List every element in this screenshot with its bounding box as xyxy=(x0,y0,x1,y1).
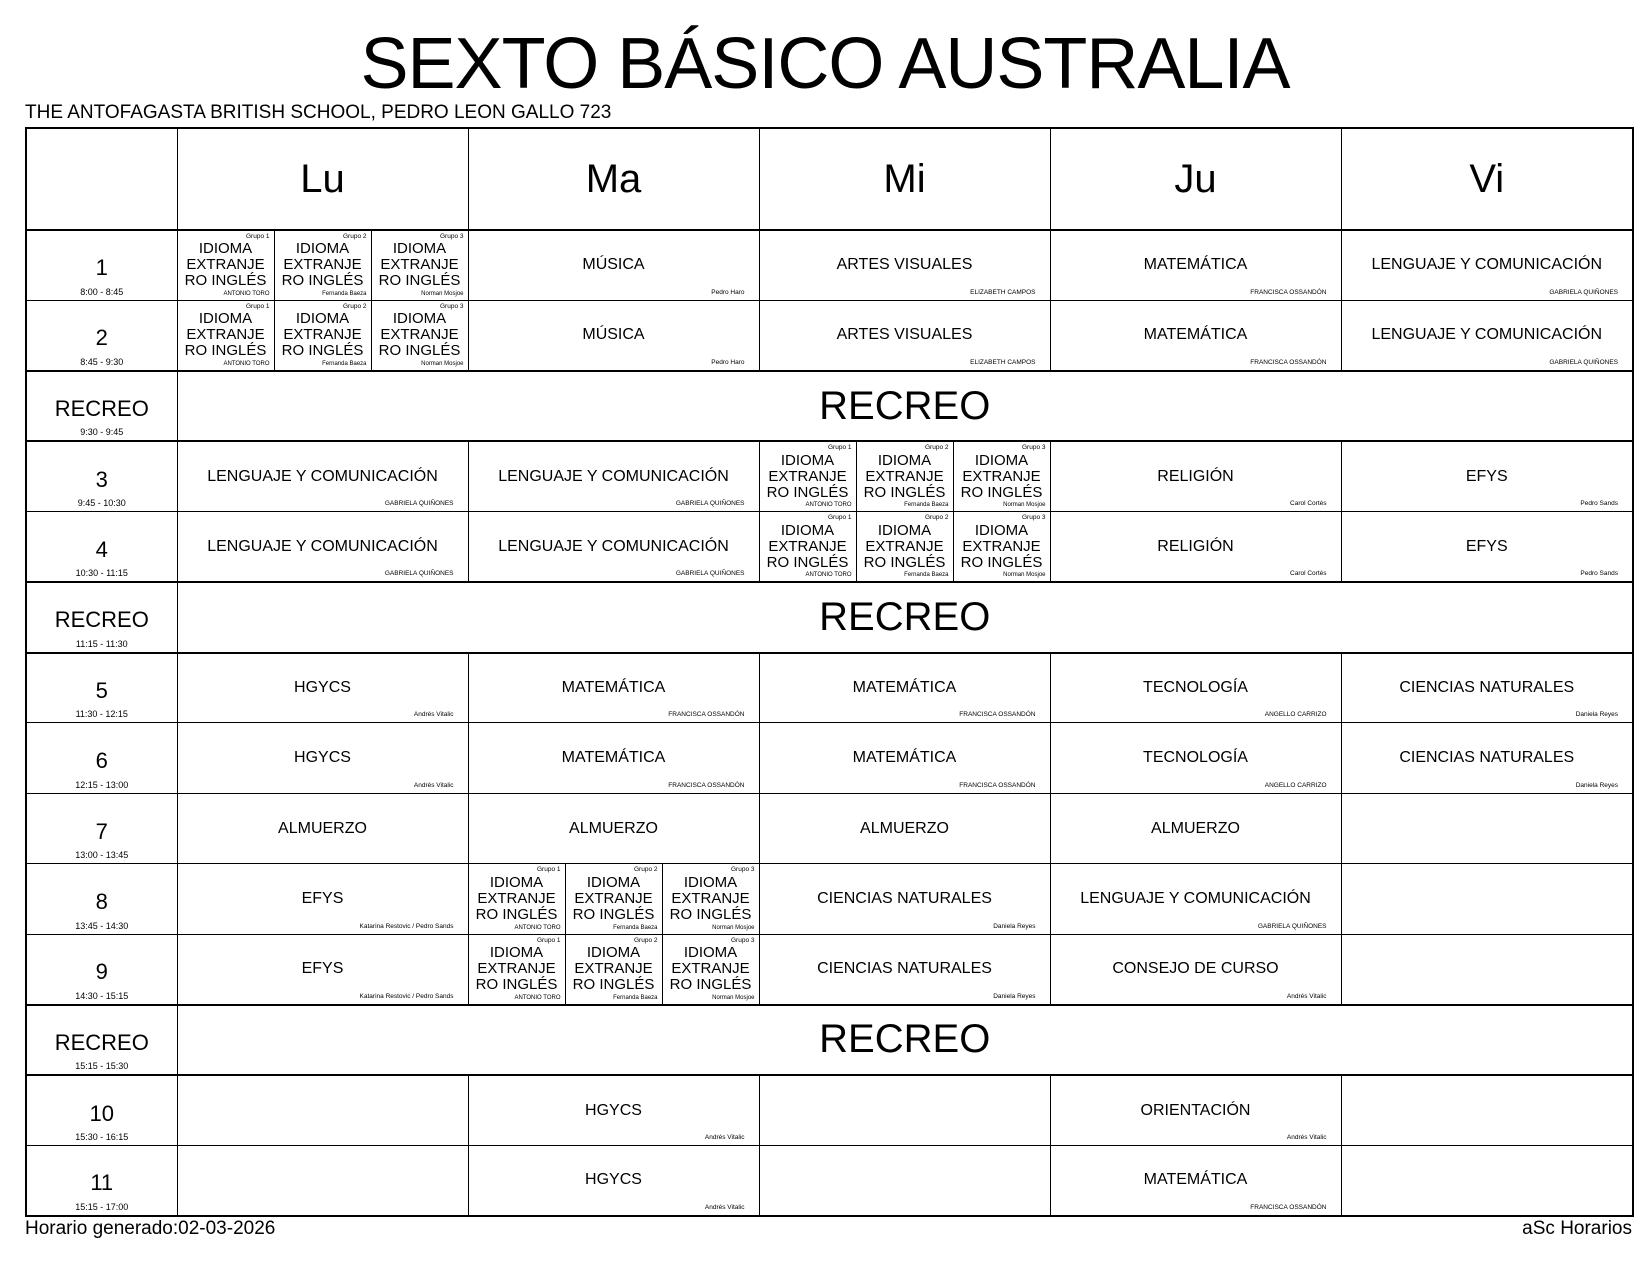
split-lesson-cell xyxy=(177,300,468,370)
group-label: Grupo 1 xyxy=(828,514,852,522)
lesson-subject: HGYCS xyxy=(294,678,351,696)
group-teacher: ANTONIO TORO xyxy=(223,360,270,367)
period-row xyxy=(26,300,1633,370)
lesson-subject: RELIGIÓN xyxy=(1157,537,1234,555)
lesson-cell xyxy=(177,653,468,723)
lesson-teacher: Daniela Reyes xyxy=(1575,711,1618,719)
period-time: 11:15 - 11:30 xyxy=(75,638,128,649)
period-cell xyxy=(26,441,177,511)
lesson-teacher: FRANCISCA OSSANDÓN xyxy=(1250,288,1327,296)
group-split xyxy=(178,301,468,370)
lesson-subject: MÚSICA xyxy=(582,256,645,274)
period-row xyxy=(26,371,1633,441)
lesson-teacher: ANGELLO CARRIZO xyxy=(1264,781,1327,789)
period-number: 2 xyxy=(95,325,108,351)
period-number: 4 xyxy=(95,536,108,562)
period-number: RECREO xyxy=(54,1029,149,1055)
lesson-subject: LENGUAJE Y COMUNICACIÓN xyxy=(207,467,438,485)
period-number: 3 xyxy=(95,466,108,492)
group-cell xyxy=(856,442,953,511)
lesson-cell xyxy=(759,934,1050,1004)
empty-cell xyxy=(759,1075,1050,1145)
period-time: 8:45 - 9:30 xyxy=(80,356,124,367)
lesson-teacher: Pedro Haro xyxy=(711,288,745,296)
group-subject: IDIOMA EXTRANJE RO INGLÉS xyxy=(475,874,558,923)
day-header-ma: Ma xyxy=(468,128,759,230)
lesson-subject: EFYS xyxy=(1465,537,1508,555)
period-time: 13:00 - 13:45 xyxy=(75,850,129,861)
lesson-teacher: Carol Cortés xyxy=(1290,500,1327,508)
group-teacher: Fernanda Baeza xyxy=(613,924,658,931)
group-teacher: Fernanda Baeza xyxy=(613,994,658,1001)
period-number: 6 xyxy=(95,748,108,774)
lesson-teacher: FRANCISCA OSSANDÓN xyxy=(668,781,745,789)
period-cell xyxy=(26,371,177,441)
empty-cell xyxy=(1341,1145,1633,1216)
group-label: Grupo 3 xyxy=(731,866,755,874)
lesson-cell xyxy=(1341,723,1633,793)
lesson-cell xyxy=(759,864,1050,934)
group-subject: IDIOMA EXTRANJE RO INGLÉS xyxy=(184,240,267,290)
lesson-teacher: Daniela Reyes xyxy=(993,992,1036,1000)
corner-cell xyxy=(26,128,177,230)
lesson-cell xyxy=(1050,1145,1341,1216)
group-cell xyxy=(178,231,274,300)
group-teacher: Fernanda Baeza xyxy=(904,572,949,579)
lesson-teacher: Katarina Restovic / Pedro Sands xyxy=(359,922,454,930)
lesson-subject: HGYCS xyxy=(294,749,351,767)
lesson-teacher: Andrés Vitalic xyxy=(704,1204,745,1211)
period-row xyxy=(26,723,1633,793)
lesson-cell xyxy=(1341,300,1633,370)
lesson-cell xyxy=(1050,1075,1341,1145)
lesson-teacher: Andrés Vitalic xyxy=(704,1133,745,1141)
lesson-teacher: FRANCISCA OSSANDÓN xyxy=(959,711,1036,719)
lesson-subject: ARTES VISUALES xyxy=(836,326,973,344)
lesson-subject: LENGUAJE Y COMUNICACIÓN xyxy=(498,537,729,555)
group-subject: IDIOMA EXTRANJE RO INGLÉS xyxy=(669,944,752,994)
group-teacher: Norman Mosjoe xyxy=(712,994,755,1001)
lesson-cell xyxy=(759,723,1050,793)
lesson-subject: HGYCS xyxy=(585,1171,642,1189)
lesson-subject: MATEMÁTICA xyxy=(852,749,957,767)
empty-cell xyxy=(177,1145,468,1216)
period-row xyxy=(26,441,1633,511)
group-cell xyxy=(565,935,662,1004)
group-subject: IDIOMA EXTRANJE RO INGLÉS xyxy=(378,240,461,290)
empty-cell xyxy=(1341,934,1633,1004)
group-subject: IDIOMA EXTRANJE RO INGLÉS xyxy=(863,521,946,571)
lesson-cell xyxy=(468,653,759,723)
period-row xyxy=(26,582,1633,652)
split-lesson-cell xyxy=(177,230,468,300)
period-time: 8:00 - 8:45 xyxy=(80,286,124,297)
group-teacher: Norman Mosjoe xyxy=(1003,502,1046,509)
period-row xyxy=(26,864,1633,934)
lesson-cell xyxy=(1050,864,1341,934)
group-subject: IDIOMA EXTRANJE RO INGLÉS xyxy=(669,874,752,923)
period-time: 13:45 - 14:30 xyxy=(75,920,129,931)
period-cell xyxy=(26,1005,177,1075)
period-number: 8 xyxy=(95,889,108,914)
lesson-cell xyxy=(468,230,759,300)
lesson-cell xyxy=(1341,512,1633,582)
period-cell xyxy=(26,230,177,300)
lesson-teacher: GABRIELA QUIÑONES xyxy=(384,570,454,578)
period-time: 15:30 - 16:15 xyxy=(75,1131,129,1142)
period-row xyxy=(26,1075,1633,1145)
group-label: Grupo 1 xyxy=(537,936,561,944)
software-credit: aSc Horarios xyxy=(1522,1218,1632,1239)
lesson-teacher: Katarina Restovic / Pedro Sands xyxy=(359,992,454,1000)
period-cell xyxy=(26,1075,177,1145)
group-label: Grupo 1 xyxy=(828,444,852,452)
group-subject: IDIOMA EXTRANJE RO INGLÉS xyxy=(572,944,655,994)
group-teacher: ANTONIO TORO xyxy=(223,290,270,297)
group-label: Grupo 3 xyxy=(731,936,755,944)
lesson-subject: LENGUAJE Y COMUNICACIÓN xyxy=(498,467,729,485)
lesson-cell xyxy=(759,300,1050,370)
lesson-subject: CIENCIAS NATURALES xyxy=(1399,749,1575,767)
group-cell xyxy=(371,301,468,370)
lesson-teacher: ANGELLO CARRIZO xyxy=(1264,711,1327,719)
lesson-teacher: ELIZABETH CAMPOS xyxy=(970,358,1036,366)
lesson-teacher: Andrés Vitalic xyxy=(413,711,454,719)
group-cell xyxy=(760,442,856,511)
period-cell xyxy=(26,1145,177,1216)
lesson-cell xyxy=(1050,723,1341,793)
day-header-lu: Lu xyxy=(177,128,468,230)
group-cell xyxy=(371,231,468,300)
group-label: Grupo 2 xyxy=(634,866,658,874)
lesson-subject: HGYCS xyxy=(585,1101,642,1119)
lesson-teacher: GABRIELA QUIÑONES xyxy=(675,570,745,578)
group-teacher: Norman Mosjoe xyxy=(1003,572,1046,579)
period-cell xyxy=(26,512,177,582)
lesson-cell xyxy=(468,1075,759,1145)
lesson-subject: LENGUAJE Y COMUNICACIÓN xyxy=(207,537,438,555)
split-lesson-cell xyxy=(468,934,759,1004)
lesson-subject: MATEMÁTICA xyxy=(1143,1171,1248,1189)
lesson-subject: RELIGIÓN xyxy=(1157,467,1234,485)
group-subject: IDIOMA EXTRANJE RO INGLÉS xyxy=(766,521,849,571)
lesson-teacher: FRANCISCA OSSANDÓN xyxy=(1250,358,1327,366)
group-cell xyxy=(274,301,371,370)
lesson-cell xyxy=(177,864,468,934)
group-subject: IDIOMA EXTRANJE RO INGLÉS xyxy=(766,451,849,501)
lesson-subject: MATEMÁTICA xyxy=(561,749,666,767)
lesson-cell xyxy=(177,934,468,1004)
group-cell xyxy=(274,231,371,300)
group-cell xyxy=(856,512,953,581)
page-title: SEXTO BÁSICO AUSTRALIA xyxy=(360,24,1290,104)
group-label: Grupo 1 xyxy=(246,302,270,310)
group-label: Grupo 3 xyxy=(440,233,464,240)
lesson-cell xyxy=(1050,441,1341,511)
split-lesson-cell xyxy=(759,512,1050,582)
recreo-band: RECREO xyxy=(177,1005,1633,1075)
group-cell xyxy=(469,935,565,1004)
period-cell xyxy=(26,934,177,1004)
group-split xyxy=(178,231,468,300)
group-label: Grupo 2 xyxy=(925,514,949,522)
group-teacher: ANTONIO TORO xyxy=(514,994,561,1001)
lesson-cell xyxy=(759,793,1050,863)
lesson-teacher: Pedro Sands xyxy=(1580,500,1618,508)
period-row xyxy=(26,230,1633,300)
group-label: Grupo 1 xyxy=(246,233,270,240)
group-cell xyxy=(662,935,759,1004)
period-time: 11:30 - 12:15 xyxy=(75,709,128,720)
lesson-subject: LENGUAJE Y COMUNICACIÓN xyxy=(1371,256,1603,274)
lesson-teacher: GABRIELA QUIÑONES xyxy=(1549,358,1618,366)
lesson-subject: ALMUERZO xyxy=(1151,819,1240,837)
lesson-cell xyxy=(1341,653,1633,723)
empty-cell xyxy=(759,1145,1050,1216)
lesson-cell xyxy=(177,723,468,793)
period-row xyxy=(26,1005,1633,1075)
group-split xyxy=(760,512,1050,581)
lesson-cell xyxy=(468,512,759,582)
empty-cell xyxy=(177,1075,468,1145)
lesson-subject: CIENCIAS NATURALES xyxy=(817,890,992,907)
group-split xyxy=(760,442,1050,511)
group-label: Grupo 2 xyxy=(343,302,367,310)
lesson-subject: CIENCIAS NATURALES xyxy=(1399,678,1575,696)
lesson-subject: MATEMÁTICA xyxy=(1143,326,1248,344)
day-header-vi: Vi xyxy=(1341,128,1633,230)
lesson-cell xyxy=(468,723,759,793)
empty-cell xyxy=(1341,1075,1633,1145)
lesson-subject: CONSEJO DE CURSO xyxy=(1112,960,1279,978)
group-label: Grupo 3 xyxy=(440,302,464,310)
lesson-teacher: GABRIELA QUIÑONES xyxy=(675,500,745,508)
lesson-cell xyxy=(1050,300,1341,370)
lesson-subject: EFYS xyxy=(301,890,344,907)
lesson-subject: CIENCIAS NATURALES xyxy=(817,960,992,978)
lesson-cell xyxy=(759,653,1050,723)
period-number: 5 xyxy=(95,677,108,703)
period-cell xyxy=(26,793,177,863)
lesson-teacher: FRANCISCA OSSANDÓN xyxy=(668,711,745,719)
period-row xyxy=(26,512,1633,582)
period-time: 15:15 - 17:00 xyxy=(75,1202,129,1212)
lesson-subject: MATEMÁTICA xyxy=(561,678,666,696)
group-teacher: Norman Mosjoe xyxy=(421,290,464,297)
group-label: Grupo 2 xyxy=(634,936,658,944)
group-subject: IDIOMA EXTRANJE RO INGLÉS xyxy=(960,521,1043,571)
group-label: Grupo 2 xyxy=(343,233,367,240)
lesson-teacher: Pedro Haro xyxy=(711,358,745,366)
group-teacher: Fernanda Baeza xyxy=(322,290,367,297)
group-cell xyxy=(662,864,759,933)
lesson-subject: LENGUAJE Y COMUNICACIÓN xyxy=(1371,326,1603,344)
group-label: Grupo 2 xyxy=(925,444,949,452)
lesson-cell xyxy=(468,1145,759,1216)
group-cell xyxy=(565,864,662,933)
lesson-cell xyxy=(468,300,759,370)
lesson-teacher: Carol Cortés xyxy=(1290,570,1327,578)
recreo-band: RECREO xyxy=(177,582,1633,652)
lesson-teacher: GABRIELA QUIÑONES xyxy=(1257,922,1327,930)
lesson-teacher: FRANCISCA OSSANDÓN xyxy=(959,781,1036,789)
group-subject: IDIOMA EXTRANJE RO INGLÉS xyxy=(863,451,946,501)
group-label: Grupo 1 xyxy=(537,866,561,874)
group-teacher: ANTONIO TORO xyxy=(805,502,852,509)
empty-cell xyxy=(1341,864,1633,934)
lesson-cell xyxy=(1050,512,1341,582)
group-label: Grupo 3 xyxy=(1022,514,1046,522)
group-teacher: Fernanda Baeza xyxy=(904,502,949,509)
empty-cell xyxy=(1341,793,1633,863)
lesson-subject: LENGUAJE Y COMUNICACIÓN xyxy=(1080,890,1311,907)
day-header-ju: Ju xyxy=(1050,128,1341,230)
lesson-teacher: Andrés Vitalic xyxy=(1286,1133,1327,1141)
lesson-subject: MÚSICA xyxy=(582,326,645,344)
period-number: 11 xyxy=(90,1170,114,1196)
lesson-cell xyxy=(177,512,468,582)
group-subject: IDIOMA EXTRANJE RO INGLÉS xyxy=(281,240,364,290)
group-split xyxy=(469,864,759,933)
group-teacher: Norman Mosjoe xyxy=(712,924,755,931)
lesson-teacher: FRANCISCA OSSANDÓN xyxy=(1250,1204,1327,1211)
lesson-teacher: GABRIELA QUIÑONES xyxy=(384,500,454,508)
period-row xyxy=(26,934,1633,1004)
lesson-subject: ORIENTACIÓN xyxy=(1140,1101,1251,1119)
group-teacher: Norman Mosjoe xyxy=(421,360,464,367)
period-time: 9:30 - 9:45 xyxy=(80,427,124,438)
group-subject: IDIOMA EXTRANJE RO INGLÉS xyxy=(184,310,267,360)
generated-date: Horario generado:02-03-2026 xyxy=(25,1218,276,1239)
lesson-teacher: Daniela Reyes xyxy=(993,922,1036,930)
lesson-cell xyxy=(1050,934,1341,1004)
period-time: 12:15 - 13:00 xyxy=(75,779,129,790)
school-name: THE ANTOFAGASTA BRITISH SCHOOL, PEDRO LEON GALLO 723 xyxy=(25,102,612,123)
group-subject: IDIOMA EXTRANJE RO INGLÉS xyxy=(475,944,558,994)
lesson-teacher: ELIZABETH CAMPOS xyxy=(970,288,1036,296)
period-time: 14:30 - 15:15 xyxy=(75,990,129,1001)
period-time: 15:15 - 15:30 xyxy=(75,1061,129,1072)
period-time: 9:45 - 10:30 xyxy=(77,498,126,509)
lesson-cell xyxy=(1050,230,1341,300)
group-teacher: ANTONIO TORO xyxy=(514,924,561,931)
lesson-cell xyxy=(177,441,468,511)
period-number: RECREO xyxy=(54,396,149,422)
period-cell xyxy=(26,723,177,793)
period-row xyxy=(26,1145,1633,1216)
lesson-subject: MATEMÁTICA xyxy=(852,678,957,696)
lesson-teacher: Daniela Reyes xyxy=(1575,781,1618,789)
group-teacher: Fernanda Baeza xyxy=(322,360,367,367)
group-cell xyxy=(953,442,1050,511)
group-subject: IDIOMA EXTRANJE RO INGLÉS xyxy=(378,310,461,360)
lesson-cell xyxy=(177,793,468,863)
lesson-subject: ALMUERZO xyxy=(278,819,367,837)
day-header-mi: Mi xyxy=(759,128,1050,230)
period-number: 10 xyxy=(89,1100,114,1126)
group-subject: IDIOMA EXTRANJE RO INGLÉS xyxy=(281,310,364,360)
lesson-cell xyxy=(1341,230,1633,300)
group-teacher: ANTONIO TORO xyxy=(805,572,852,579)
lesson-teacher: Andrés Vitalic xyxy=(1286,992,1327,1000)
split-lesson-cell xyxy=(468,864,759,934)
lesson-subject: EFYS xyxy=(301,960,344,978)
split-lesson-cell xyxy=(759,441,1050,511)
period-number: RECREO xyxy=(54,607,149,633)
lesson-subject: EFYS xyxy=(1465,467,1508,485)
lesson-cell xyxy=(759,230,1050,300)
lesson-subject: ARTES VISUALES xyxy=(836,256,973,274)
lesson-subject: TECNOLOGÍA xyxy=(1143,678,1248,696)
period-time: 10:30 - 11:15 xyxy=(75,568,128,579)
lesson-cell xyxy=(1050,793,1341,863)
period-cell xyxy=(26,864,177,934)
timetable-grid xyxy=(25,127,1634,1217)
period-number: 9 xyxy=(95,959,108,985)
lesson-teacher: Andrés Vitalic xyxy=(413,781,454,789)
lesson-cell xyxy=(468,793,759,863)
lesson-teacher: Pedro Sands xyxy=(1580,570,1618,578)
lesson-subject: MATEMÁTICA xyxy=(1143,256,1248,274)
group-subject: IDIOMA EXTRANJE RO INGLÉS xyxy=(572,874,655,923)
period-cell xyxy=(26,653,177,723)
group-subject: IDIOMA EXTRANJE RO INGLÉS xyxy=(960,451,1043,501)
group-cell xyxy=(178,301,274,370)
recreo-band: RECREO xyxy=(177,371,1633,441)
period-row xyxy=(26,793,1633,863)
lesson-cell xyxy=(1341,441,1633,511)
lesson-subject: TECNOLOGÍA xyxy=(1143,749,1248,767)
group-split xyxy=(469,935,759,1004)
lesson-cell xyxy=(1050,653,1341,723)
group-cell xyxy=(469,864,565,933)
day-header-row xyxy=(26,128,1633,230)
period-row xyxy=(26,653,1633,723)
group-label: Grupo 3 xyxy=(1022,444,1046,452)
lesson-cell xyxy=(468,441,759,511)
lesson-subject: ALMUERZO xyxy=(569,819,658,837)
period-cell xyxy=(26,582,177,652)
period-number: 1 xyxy=(95,255,108,281)
group-cell xyxy=(953,512,1050,581)
period-number: 7 xyxy=(95,818,108,844)
lesson-teacher: GABRIELA QUIÑONES xyxy=(1549,288,1618,296)
period-cell xyxy=(26,300,177,370)
lesson-subject: ALMUERZO xyxy=(860,819,949,837)
group-cell xyxy=(760,512,856,581)
